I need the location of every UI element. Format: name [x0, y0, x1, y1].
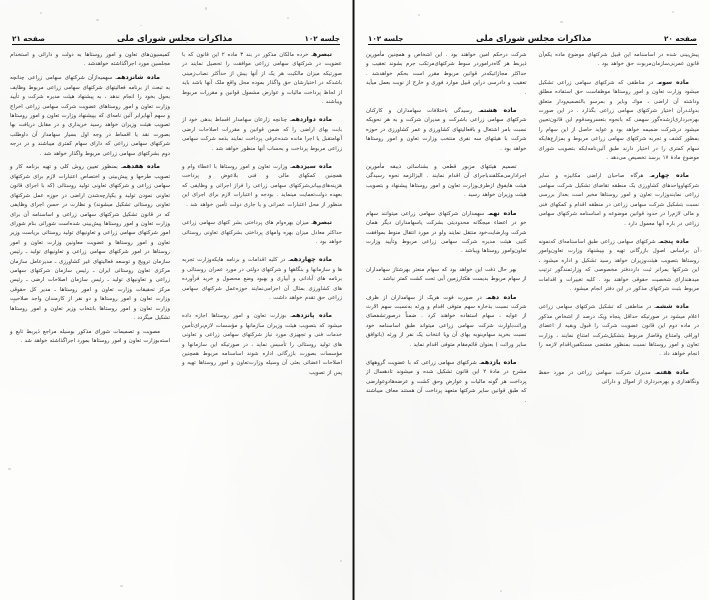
paragraph — [366, 106, 527, 154]
right-page-columns — [366, 50, 699, 590]
paragraph — [366, 265, 527, 285]
right-page — [358, 0, 707, 600]
right-page-running-head — [368, 27, 697, 45]
article-heading: ماده پنجم — [659, 237, 689, 245]
paragraph-text: کمیسیون‌های تعاون و امور روستاها به دولت و دارائی و استخدام مجلسین مورد اجراگذاشته خواهدشد . — [10, 52, 170, 68]
paragraph — [539, 50, 700, 70]
paragraph-text: ـ میزان بهره‌وام های پرداختی بشر کتهای سهامی زراعی حداکثر معادل میزان بهره وامهای پرداختی بشرکتهای تعاونی روستائی خواهد بود . — [182, 220, 342, 245]
paragraph — [10, 73, 170, 159]
paragraph-text: ـ سهمیه‌ازآن شرکتهای سهامی زراعی چنانچه به تبعث از برنامه فعالیتهای شرکتهای سهامی زراعی مربوط وظایف بحول بخود را انجام ندهد ، به پیشنهاد هیئت مدیره شرکت و تأیید وزارت تعاون و امور روستاهای عضویت شرکت سهامی زراعی اخراج و سهم آنهابرابر آئین نامه‌ای که بپیشنهاد وزارت تعاون و امور روستاها تصویب هیئت وزیران خواهد رسید خریداری و در مقابل دریافت بها بصورت نقد یا اقساط در وجه اول بسیار سهامدار آن داوطلب شرکتهای سهامی زراعی که دارای سهام کمتری میباشند و در درجه دوم بشرکتهای سهامی زراعی مربوط واگذار خواهد شد . — [10, 75, 170, 157]
paragraph-text: ـ خرده مالکان مذکور در بند ۳ ماده ۲ این قانون که با عضویت در شرکتهای سهامی زراعی موافقت را تحصیل نمایند در صورتیکه میزان مالکیت هر یک از آنها بیش از حدأکثر نصاب‌زمینی باشدکه در اختیارشان حق واگذار بموده محل واقع ملک آنها باشد باید از لحاظ پرداخت مالیات و عوارض مشمول قوانین و مقررات مربوط ویباشند . — [182, 52, 342, 106]
article-heading: ماده هشتم — [479, 107, 517, 115]
paragraph-text: ـ بمنظور تعیین روش کلی و تهیه برنامه کار و تصویب طرحها و پیش‌بینی و اختصاص اعتبارات لازم برای شرکتهای سهامی زراعی و شرکتهای تعاونی تولید روستائی (که با اجرای قانون تعاونی نمودن تولید و یکپارچه‌شدن اراضی در حوزه عمل شرکتهای تعاونی روستائی تشکیل میشوند) و نظارت در حسن اجرای وظایفی که در قانون تشکیل شرکتهای سهامی زراعی و اساسنامه آن برای وزارت تعاون و امور روستاها پیش‌بینی شده‌است شورائی بنام شورای امور شرکتهای سهامی زراعی و تعاونیهای تولید روستائی بریاست وزیر تعاون و امور روستاها و عضویت معاونین وزارت تعاون و امور روستاها در امور شرکتهای سهامی زراعی و تعاونیهای تولید ـ رئیس سازمان ترویج و توسعه فعالیتهای غیر کشاورزی ـ مدیرعامل سازمان مرکزی تعاون روستائی ایران ـ رئیس سازمان شرکتهای سهامی زراعی و تعاونیهای تولید ـ رئیس سازمان اصلاحات ارضی ـ رئیس مرکز تحقیقات وزارت تعاون و امور روستاها ـ مدیر کل حقوقی وزارت تعاون و امور روستاها و دو نفر از کارمندان واجد صلاحیت وزارت تعاون و امور روستاها بانتخاب وزیر تعاون و امور روستاها تشکیل میگردد . — [10, 164, 170, 321]
paragraph — [182, 218, 342, 247]
article-heading: ماده پانزدهم — [291, 312, 332, 320]
paragraph — [539, 78, 700, 164]
book-spine — [352, 0, 355, 600]
left-page-session-number: جلسه ۱۰۲ — [304, 34, 340, 43]
paragraph — [10, 50, 170, 70]
article-heading: تبصره — [312, 219, 332, 227]
paragraph-text: ـ مدیران شرکت سهامی زراعی در مورد حفظ ونگاهداری و بهره‌برداری از اموال و دارائی — [538, 369, 699, 386]
article-heading: ماده دوازدهم — [291, 116, 332, 124]
paragraph — [366, 209, 527, 257]
paragraph-text: ـ در مناطقی که شرکتهای سهامی زراعی تشکیل میشود وزارت تعاون و امور روستاها موظفاست حق استفاده مطلق وداشته آن اراضی ، مواتـ وبایر و بمرسو بالتصمیم‌ودار متعلق بدولتـ‌درآن اختیار شرکتهای سهامی زراعی بگذارد . در این صورت بهره‌برداری‌ازشده‌گور سهمی که بانحوه بتعسر‌ومدقوم این قانون‌تعیین میشود درشرکت ضمیمه خواهد بود و عواید حاصل از این سهام را بمظور کشف و تجربه شرکتهای سهامی زراعی مربوط و بمزارع‌هایکه سهام کمتری را در اختیار دارند طبق آئین‌نامه‌ایکه بتصویب شورای موضوع مادهٔ ۱۷ برسد تخصیص می‌دهد . — [538, 79, 699, 162]
paragraph-text: ـ در صورت فوت هریک از سهامداران از ظرف شرکت نسبت بذخاره سهم متوفی اقدام و ورثه به‌نسبت سهم الارث از عوایه ، سهام استفاده خواهند کرد . ضمناً درصورتشفصای وراثت‌باوارث شرکت سهامی زراعی میتواند طبق اساسنامه خود نسبت بخرید سهام‌بنوبه بهای آن ویا انتخاب یک نفر از ورثه (باتوافق سایر وراثت ) بعنوان قائم‌مقام متوفی اقدام نماید . — [366, 294, 527, 348]
article-heading: ماده ششم — [655, 303, 689, 311]
paragraph — [10, 162, 170, 323]
paragraph — [366, 162, 527, 201]
paragraph-text: مصوبت و تصمیمات شورای مذکور بوسیله مراجع ذیربط تابع و استه‌بوزارت تعاون و امور روستاها بمورد اجراگذاشته خواهد شد . — [10, 328, 170, 345]
paragraph-text: ـ در مناطقی که تشکیل شرکتهای سهامی زراعی اعلام میشود در صورتیکه حداقل پنجاه ویک درصد از اشخاص مذکور در ماده دوم این قانون عضویت شرکت را قبول وبقیه از اعضای اوراقی وامتناع وقاضاز مربوط بتشکیل‌شرکت امتناع نمایند ، وزارت تعاون و امور روستاها نسبت بمنظور مقتضی مستکفین‌اقدام لازمه را انجام خواهد داد . — [538, 304, 699, 358]
paragraph-text: تصمیم هیئتهای مزبور قطعی و بشناسائی ذیبقه مأمورین اجرادارمی‌مکلفندباجرای آن اقدام نمایند . الیزالزمه نحوه رسیدگی هیئت هایفوق ازطرف‌وزارت تعاون و امور روستاها پیشنهاد و بتصویب هیئت وزیران خواهد رسید . — [366, 164, 527, 199]
paragraph-text: ـ شرکتهای سهامی زراعی طبق اساسنامه‌ای که‌نمونه آن براساس اصول بازرگانی تهیه و بپیشنهاد وزارت تعاون‌وامور روستاها بتصویب هیئت‌وزیران خواهد رسید تشکیل و اداره میشود ، این شرکتها بمرانر ثبت دارددفتر مخصوصی که وزارتمندگور ترتیب میدهندارای شخصیت حقوقی خواهند بود . کلیه تغییرات و اقدامات مربوط بثبت شرکتهای مذکور در این دفتر انجام میشود . — [538, 238, 699, 292]
paragraph — [366, 358, 527, 406]
paragraph — [539, 237, 700, 294]
paragraph-text: بهر حال ذفت این خواهد بود که سهام منعتر بهرشتاز سهامداران از سهام مربوط بدیست هکتارزمین آبی تحت کشت کمتر نباشد . — [366, 266, 527, 283]
paragraph-text: پیش‌بینی شده در اساسنامه این قبیل شرکتهای موضوع ماده یکم‌آن قانون عمربی‌سازمان‌مربوث حق خواهد بود . — [538, 52, 699, 68]
article-heading: ماده هفتم — [656, 368, 689, 376]
left-page-outer-column — [10, 50, 170, 590]
paragraph-text: ـ در کلیه اقدامات و برنامه هایکه‌وزارت تجربه ها و سازمانها و بنگاهها و شرکتهای دولتی در مورد عمران روستائی و برنامه های آبادانی و آبیاری و بهبود وضع محصول و خرید فرآورده های کشاورزی بمثال آن اجرامی‌نمایند حوزه‌عمل شرکتهای سهامی زراعی حق تقدم خواهد داشت . — [182, 257, 342, 301]
article-heading: ماده سیزدهم — [291, 163, 332, 171]
article-heading: تبصره — [312, 51, 333, 58]
paragraph-text: ـ چنانچه زارعان سهامدار اقساط بدهی خود از بابت بهای اراضی را که ضمن قوانین و مقررات اصلاحات ارضی آنهامتقبل یا اجرا مانده شده‌عرفی پرداخت نمایند بذمه شرکت سهامی زراعی مربوط پرداخت و بحساب آنها منظور خواهد شد . — [182, 117, 342, 152]
right-page-page-number: صفحه ۲۰ — [664, 34, 697, 43]
article-heading: ماده هفدهم — [122, 163, 160, 171]
paragraph-text: ـ وزارت تعاون و امور روستاها با اعطاء وام و همچنین کمکهای مالی و فنی بلاعوض و پرداخت هزینه‌های‌بیبانی‌شرکتهای سهامی زراعی را فراز اجرائی و وظایفی که بعهده دولت‌تعمایت مینماید . بودجه و اعتبارات لازم برای اجرای این منظور از محل اعتبارات عمرانی و یا جاری دولت تأمین خواهد شد . — [182, 164, 342, 208]
paragraph — [182, 50, 342, 107]
paragraph — [366, 293, 527, 350]
paragraph-text: ـ رسیدگی باختلافات سهامداران و کارکنان شرکتهای سهامی زراعی باشرکت و مدیران شرکت و به هر نحویکه نسبت بامر اشتغال و بافعالیتهای کشاورزی و عمر کشاورزی در حوزه شرکت با هیئتهای سه نفری منتخب وزارت تعاون و امور روستاها خواهد بود . — [366, 108, 527, 152]
paragraph-text: شرکت درحکم امین خواهند بود . این اشخاص و همچنین مأمورین ذیربط هر گاه‌دراموردر سوط شرکتهای‌مرتکب جرم بشوند تعقیب و حداکثر مجازاتیکه‌در قوانین مربوط مقرر است بحکم خواهدشد . تعقیب و دادرسی دراین قبیل موارد فوری و خارج از نوبت بعمل میآید . — [366, 52, 527, 96]
right-page-session-number: جلسه ۱۰۲ — [368, 34, 404, 43]
paragraph-text: ـ هرگاه صاحبان اراضی مکانیزه و سایر شرکتهاوواحدهای کشاورزی یک منطقه تقاضای تشکیل شرکت سهامی زراعی نمایندوزارت تعاون و امور روستاها مخیر است بعداز بررسی نسبت بتشکیل شرکت سهامی زراعی در منطقه اقدام و کمکهای فنی و مالی لازم‌را در حدود قوانین موضوعه و اساسنامه شرکتهای سهامی زراعی در باره آنها معمول دارد . — [538, 173, 699, 227]
paragraph — [539, 368, 700, 388]
right-page-title: مذاکرات مجلس شورای ملی — [476, 33, 592, 43]
article-heading: ماده چهاردهم — [289, 256, 332, 264]
paragraph-text: ـ سهمداران شرکتهای سهامی زراعی میتوانند سهام خو در اعضاء میجگانه محدودیتی بشرکت یاسهامداران دیگر همان شرکت وبارضایت‌خود منتقل نمایند ولو در مورد انتقال منوط بموافقت کتبی هیئت مدیره شرکت سهامی زراعی مربوط وتأیید وزارت تعاون‌وامور روستاها ویباشد . — [366, 210, 527, 255]
left-page-columns — [10, 50, 342, 590]
left-page-running-head — [12, 27, 340, 45]
paragraph — [182, 162, 342, 210]
left-page — [2, 0, 350, 600]
paragraph-text: ـ شرکتهای سهامی زراعی که با عضویت گروههای مشرح در مادهٔ ۲ این قانون تشکیل شده و میشوند تادهسال از پرداخت هر گونه مالیات و عوارض وحق کشت و عرضه‌هادوعوارضی که طبق قوانین سایر شرکتها متعهد پرداخت آن هستند معاف میباشند . — [366, 359, 527, 404]
paragraph — [539, 171, 700, 228]
article-heading: ماده یازدهم — [480, 358, 517, 366]
paragraph — [182, 255, 342, 303]
left-page-title: مذاکرات مجلس شورای ملی — [117, 33, 233, 43]
paragraph — [182, 311, 342, 378]
paragraph — [10, 327, 170, 347]
right-page-outer-column — [539, 50, 700, 590]
article-heading: ماده نهم — [489, 209, 517, 217]
article-heading: ماده شانزدهم — [117, 74, 161, 82]
right-page-inner-column — [366, 50, 527, 590]
paragraph — [366, 50, 527, 98]
paragraph — [539, 302, 700, 359]
article-heading: ماده دهم — [487, 293, 517, 301]
article-heading: ماده چهارم — [651, 172, 690, 180]
left-page-page-number: صفحه ۲۱ — [12, 34, 45, 43]
left-page-inner-column — [182, 50, 342, 590]
paragraph — [182, 115, 342, 154]
paragraph-text: ـ بوزارت تعاون و امور روستاها اجازه داده میشود که بتصویب هیئت وزیران سازمانها و مؤسسات لازم‌برای‌تأمین خدمات فنی و تجهیزی مورد نیاز شرکتهای سهامی زراعی و تعاونی های تولید روستائی را تأسیس نماید ، در صورتیکه این سازمانها و مؤسسات بصورت بازرگانی اداره شوند اساسنامه مربوط همچنین اصلاحات اعضائی بعثی آن وسیله وزارت‌تعاون و امور روستاها تهیه و پس از تصویب — [182, 313, 342, 376]
article-heading: ماده سوم — [658, 78, 689, 86]
